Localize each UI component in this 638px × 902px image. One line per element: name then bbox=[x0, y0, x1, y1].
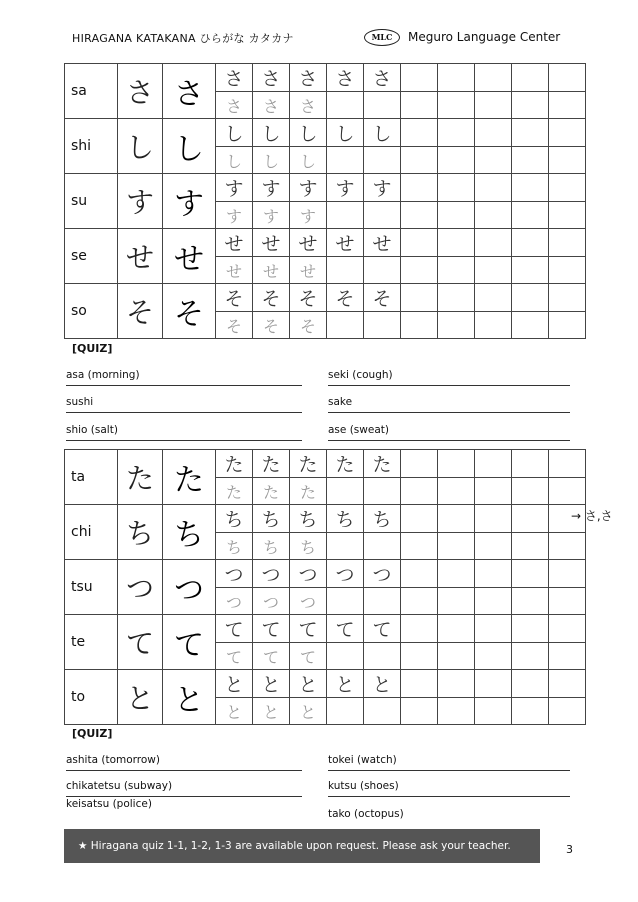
practice-cell bbox=[401, 670, 438, 698]
practice-cell bbox=[549, 670, 586, 698]
practice-cell bbox=[512, 257, 549, 284]
practice-cell bbox=[475, 284, 512, 312]
practice-cell bbox=[438, 615, 475, 643]
practice-cell bbox=[512, 284, 549, 312]
practice-cell bbox=[512, 92, 549, 119]
quiz-title: [QUIZ] bbox=[72, 342, 113, 355]
trace-kana: と bbox=[327, 670, 364, 698]
practice-cell bbox=[475, 202, 512, 229]
trace-kana: て bbox=[327, 615, 364, 643]
practice-cell bbox=[438, 450, 475, 478]
practice-cell bbox=[401, 588, 438, 615]
trace-kana: つ bbox=[364, 560, 401, 588]
trace-kana: せ bbox=[327, 229, 364, 257]
trace-kana: と bbox=[364, 670, 401, 698]
trace-kana-light: つ bbox=[216, 588, 253, 615]
practice-cell bbox=[475, 64, 512, 92]
practice-cell bbox=[549, 312, 586, 339]
practice-cell bbox=[327, 643, 364, 670]
practice-cell bbox=[475, 478, 512, 505]
practice-cell bbox=[401, 505, 438, 533]
practice-cell bbox=[549, 533, 586, 560]
practice-cell bbox=[475, 147, 512, 174]
practice-cell bbox=[438, 284, 475, 312]
practice-cell bbox=[401, 284, 438, 312]
school-logo: MLC bbox=[364, 29, 400, 46]
practice-cell bbox=[549, 615, 586, 643]
trace-kana: し bbox=[290, 119, 327, 147]
practice-cell bbox=[475, 257, 512, 284]
grid-row bbox=[65, 229, 586, 257]
trace-kana-light: て bbox=[253, 643, 290, 670]
trace-kana-light: そ bbox=[253, 312, 290, 339]
romaji-label: se bbox=[65, 229, 118, 284]
practice-cell bbox=[549, 174, 586, 202]
trace-kana: た bbox=[290, 450, 327, 478]
romaji-label: tsu bbox=[65, 560, 118, 615]
model-kana: と bbox=[118, 670, 163, 725]
practice-cell bbox=[549, 229, 586, 257]
quiz-title: [QUIZ] bbox=[72, 727, 113, 740]
grid-row bbox=[65, 450, 586, 478]
practice-cell bbox=[438, 64, 475, 92]
trace-kana-light: せ bbox=[253, 257, 290, 284]
practice-cell bbox=[512, 560, 549, 588]
trace-kana: し bbox=[364, 119, 401, 147]
practice-cell bbox=[475, 92, 512, 119]
practice-cell bbox=[401, 147, 438, 174]
practice-cell bbox=[475, 643, 512, 670]
practice-cell bbox=[364, 698, 401, 725]
trace-kana: ち bbox=[216, 505, 253, 533]
stroke-order-kana: そ bbox=[163, 284, 216, 339]
practice-cell bbox=[401, 119, 438, 147]
practice-cell bbox=[549, 202, 586, 229]
quiz-item: seki (cough) bbox=[328, 369, 570, 386]
practice-cell bbox=[512, 202, 549, 229]
trace-kana-light: て bbox=[216, 643, 253, 670]
practice-cell bbox=[401, 643, 438, 670]
grid-row bbox=[65, 119, 586, 147]
practice-cell bbox=[401, 478, 438, 505]
practice-cell bbox=[475, 698, 512, 725]
practice-cell bbox=[512, 643, 549, 670]
practice-cell bbox=[512, 147, 549, 174]
trace-kana-light: し bbox=[253, 147, 290, 174]
trace-kana: さ bbox=[290, 64, 327, 92]
practice-cell bbox=[327, 147, 364, 174]
practice-cell bbox=[475, 560, 512, 588]
practice-cell bbox=[438, 119, 475, 147]
practice-cell bbox=[364, 147, 401, 174]
practice-cell bbox=[549, 119, 586, 147]
trace-kana-light: つ bbox=[290, 588, 327, 615]
trace-kana: せ bbox=[364, 229, 401, 257]
trace-kana: そ bbox=[327, 284, 364, 312]
practice-cell bbox=[512, 64, 549, 92]
trace-kana-light: た bbox=[253, 478, 290, 505]
trace-kana-light: と bbox=[216, 698, 253, 725]
practice-cell bbox=[475, 229, 512, 257]
stroke-order-kana: つ bbox=[163, 560, 216, 615]
trace-kana: す bbox=[216, 174, 253, 202]
practice-cell bbox=[438, 229, 475, 257]
quiz-item: shio (salt) bbox=[66, 424, 302, 441]
romaji-label: ta bbox=[65, 450, 118, 505]
practice-cell bbox=[438, 92, 475, 119]
side-note: → さ,さ bbox=[571, 509, 613, 523]
trace-kana: せ bbox=[290, 229, 327, 257]
practice-cell bbox=[475, 505, 512, 533]
trace-kana: す bbox=[364, 174, 401, 202]
quiz-item: asa (morning) bbox=[66, 369, 302, 386]
practice-cell bbox=[438, 560, 475, 588]
quiz-item: tokei (watch) bbox=[328, 754, 570, 771]
trace-kana: つ bbox=[290, 560, 327, 588]
practice-cell bbox=[549, 588, 586, 615]
practice-cell bbox=[475, 312, 512, 339]
trace-kana-light: し bbox=[290, 147, 327, 174]
stroke-order-kana: と bbox=[163, 670, 216, 725]
practice-cell bbox=[475, 119, 512, 147]
model-kana: し bbox=[118, 119, 163, 174]
trace-kana: ち bbox=[253, 505, 290, 533]
practice-cell bbox=[549, 643, 586, 670]
trace-kana-light: さ bbox=[290, 92, 327, 119]
practice-cell bbox=[401, 202, 438, 229]
model-kana: つ bbox=[118, 560, 163, 615]
footer-note: ★ Hiragana quiz 1-1, 1-2, 1-3 are available upon request. Please ask your teacher. bbox=[64, 829, 540, 863]
practice-cell bbox=[327, 588, 364, 615]
trace-kana: そ bbox=[216, 284, 253, 312]
practice-cell bbox=[475, 615, 512, 643]
romaji-label: te bbox=[65, 615, 118, 670]
practice-cell bbox=[438, 478, 475, 505]
practice-cell bbox=[401, 560, 438, 588]
practice-cell bbox=[512, 450, 549, 478]
trace-kana: さ bbox=[364, 64, 401, 92]
practice-cell bbox=[401, 92, 438, 119]
practice-cell bbox=[438, 533, 475, 560]
model-kana: て bbox=[118, 615, 163, 670]
practice-cell bbox=[549, 284, 586, 312]
practice-cell bbox=[327, 698, 364, 725]
practice-cell bbox=[327, 533, 364, 560]
practice-cell bbox=[364, 643, 401, 670]
stroke-order-kana: せ bbox=[163, 229, 216, 284]
trace-kana: し bbox=[253, 119, 290, 147]
trace-kana: て bbox=[253, 615, 290, 643]
model-kana: さ bbox=[118, 64, 163, 119]
practice-cell bbox=[327, 92, 364, 119]
trace-kana: た bbox=[364, 450, 401, 478]
trace-kana-light: せ bbox=[290, 257, 327, 284]
practice-cell bbox=[512, 505, 549, 533]
stroke-order-kana: し bbox=[163, 119, 216, 174]
practice-cell bbox=[438, 698, 475, 725]
practice-cell bbox=[438, 147, 475, 174]
header bbox=[72, 28, 576, 48]
romaji-label: shi bbox=[65, 119, 118, 174]
model-kana: せ bbox=[118, 229, 163, 284]
practice-cell bbox=[364, 588, 401, 615]
grid-row bbox=[65, 670, 586, 698]
grid-row bbox=[65, 64, 586, 92]
practice-cell bbox=[401, 257, 438, 284]
practice-cell bbox=[438, 505, 475, 533]
trace-kana: と bbox=[253, 670, 290, 698]
trace-kana-light: ち bbox=[216, 533, 253, 560]
practice-cell bbox=[549, 560, 586, 588]
trace-kana: て bbox=[216, 615, 253, 643]
trace-kana-light: そ bbox=[290, 312, 327, 339]
practice-cell bbox=[438, 670, 475, 698]
practice-cell bbox=[438, 643, 475, 670]
grid-row bbox=[65, 174, 586, 202]
trace-kana: す bbox=[253, 174, 290, 202]
quiz-item: ashita (tomorrow) bbox=[66, 754, 302, 771]
model-kana: た bbox=[118, 450, 163, 505]
grid-row bbox=[65, 505, 586, 533]
page-number: 3 bbox=[566, 843, 573, 856]
trace-kana: て bbox=[290, 615, 327, 643]
practice-cell bbox=[438, 174, 475, 202]
practice-cell bbox=[512, 312, 549, 339]
practice-cell bbox=[401, 229, 438, 257]
trace-kana-light: て bbox=[290, 643, 327, 670]
practice-cell bbox=[327, 478, 364, 505]
trace-kana: そ bbox=[253, 284, 290, 312]
practice-cell bbox=[401, 615, 438, 643]
practice-cell bbox=[475, 450, 512, 478]
quiz-item: kutsu (shoes) bbox=[328, 780, 570, 797]
practice-cell bbox=[475, 588, 512, 615]
trace-kana: さ bbox=[253, 64, 290, 92]
practice-cell bbox=[512, 698, 549, 725]
quiz-item: ase (sweat) bbox=[328, 424, 570, 441]
trace-kana-light: つ bbox=[253, 588, 290, 615]
header-title: HIRAGANA KATAKANA ひらがな カタカナ bbox=[72, 32, 294, 45]
trace-kana-light: す bbox=[290, 202, 327, 229]
stroke-order-kana: す bbox=[163, 174, 216, 229]
grid-row bbox=[65, 615, 586, 643]
practice-cell bbox=[512, 670, 549, 698]
trace-kana-light: し bbox=[216, 147, 253, 174]
practice-cell bbox=[512, 119, 549, 147]
stroke-order-kana: ち bbox=[163, 505, 216, 560]
quiz-item: chikatetsu (subway) bbox=[66, 780, 302, 797]
quiz-item: tako (octopus) bbox=[328, 808, 404, 820]
practice-cell bbox=[512, 615, 549, 643]
practice-cell bbox=[401, 450, 438, 478]
trace-kana: せ bbox=[216, 229, 253, 257]
practice-cell bbox=[364, 478, 401, 505]
practice-cell bbox=[512, 478, 549, 505]
model-kana: す bbox=[118, 174, 163, 229]
practice-cell bbox=[438, 588, 475, 615]
practice-cell bbox=[475, 174, 512, 202]
practice-cell bbox=[438, 257, 475, 284]
trace-kana: ち bbox=[364, 505, 401, 533]
trace-kana: つ bbox=[253, 560, 290, 588]
trace-kana: と bbox=[290, 670, 327, 698]
trace-kana: て bbox=[364, 615, 401, 643]
practice-cell bbox=[401, 174, 438, 202]
practice-cell bbox=[512, 174, 549, 202]
practice-cell bbox=[327, 202, 364, 229]
trace-kana-light: ち bbox=[290, 533, 327, 560]
trace-kana-light: と bbox=[253, 698, 290, 725]
quiz-item: sushi bbox=[66, 396, 302, 413]
trace-kana: さ bbox=[216, 64, 253, 92]
trace-kana: と bbox=[216, 670, 253, 698]
practice-cell bbox=[401, 533, 438, 560]
model-kana: ち bbox=[118, 505, 163, 560]
practice-cell bbox=[438, 202, 475, 229]
trace-kana-light: そ bbox=[216, 312, 253, 339]
grid-row bbox=[65, 284, 586, 312]
stroke-order-kana: さ bbox=[163, 64, 216, 119]
quiz-item: sake bbox=[328, 396, 570, 413]
model-kana: そ bbox=[118, 284, 163, 339]
practice-cell bbox=[549, 64, 586, 92]
trace-kana: た bbox=[327, 450, 364, 478]
practice-cell bbox=[549, 147, 586, 174]
trace-kana-light: た bbox=[290, 478, 327, 505]
practice-cell bbox=[549, 450, 586, 478]
practice-cell bbox=[364, 257, 401, 284]
trace-kana: し bbox=[327, 119, 364, 147]
stroke-order-kana: た bbox=[163, 450, 216, 505]
trace-kana-light: ち bbox=[253, 533, 290, 560]
trace-kana: ち bbox=[327, 505, 364, 533]
trace-kana-light: た bbox=[216, 478, 253, 505]
trace-kana-light: さ bbox=[253, 92, 290, 119]
trace-kana: ち bbox=[290, 505, 327, 533]
practice-cell bbox=[438, 312, 475, 339]
practice-cell bbox=[364, 92, 401, 119]
trace-kana: し bbox=[216, 119, 253, 147]
practice-cell bbox=[327, 312, 364, 339]
practice-cell bbox=[401, 698, 438, 725]
practice-cell bbox=[364, 202, 401, 229]
stroke-order-kana: て bbox=[163, 615, 216, 670]
trace-kana: さ bbox=[327, 64, 364, 92]
practice-cell bbox=[475, 670, 512, 698]
practice-cell bbox=[549, 257, 586, 284]
practice-grid-ta bbox=[64, 449, 586, 725]
trace-kana-light: さ bbox=[216, 92, 253, 119]
practice-cell bbox=[364, 312, 401, 339]
practice-cell bbox=[327, 257, 364, 284]
school-name: Meguro Language Center bbox=[408, 30, 561, 44]
romaji-label: chi bbox=[65, 505, 118, 560]
practice-cell bbox=[364, 533, 401, 560]
trace-kana: す bbox=[290, 174, 327, 202]
practice-cell bbox=[401, 64, 438, 92]
trace-kana-light: す bbox=[253, 202, 290, 229]
trace-kana: そ bbox=[364, 284, 401, 312]
trace-kana-light: せ bbox=[216, 257, 253, 284]
practice-cell bbox=[549, 92, 586, 119]
grid-row bbox=[65, 560, 586, 588]
trace-kana-light: と bbox=[290, 698, 327, 725]
romaji-label: to bbox=[65, 670, 118, 725]
trace-kana: す bbox=[327, 174, 364, 202]
practice-grid-sa bbox=[64, 63, 586, 339]
practice-cell bbox=[512, 229, 549, 257]
trace-kana: せ bbox=[253, 229, 290, 257]
practice-cell bbox=[549, 698, 586, 725]
trace-kana: た bbox=[253, 450, 290, 478]
practice-cell bbox=[512, 533, 549, 560]
practice-cell bbox=[512, 588, 549, 615]
romaji-label: su bbox=[65, 174, 118, 229]
trace-kana: そ bbox=[290, 284, 327, 312]
romaji-label: so bbox=[65, 284, 118, 339]
practice-cell bbox=[401, 312, 438, 339]
trace-kana-light: す bbox=[216, 202, 253, 229]
practice-cell bbox=[475, 533, 512, 560]
trace-kana: た bbox=[216, 450, 253, 478]
romaji-label: sa bbox=[65, 64, 118, 119]
quiz-item: keisatsu (police) bbox=[66, 798, 152, 810]
practice-cell bbox=[549, 478, 586, 505]
trace-kana: つ bbox=[216, 560, 253, 588]
trace-kana: つ bbox=[327, 560, 364, 588]
